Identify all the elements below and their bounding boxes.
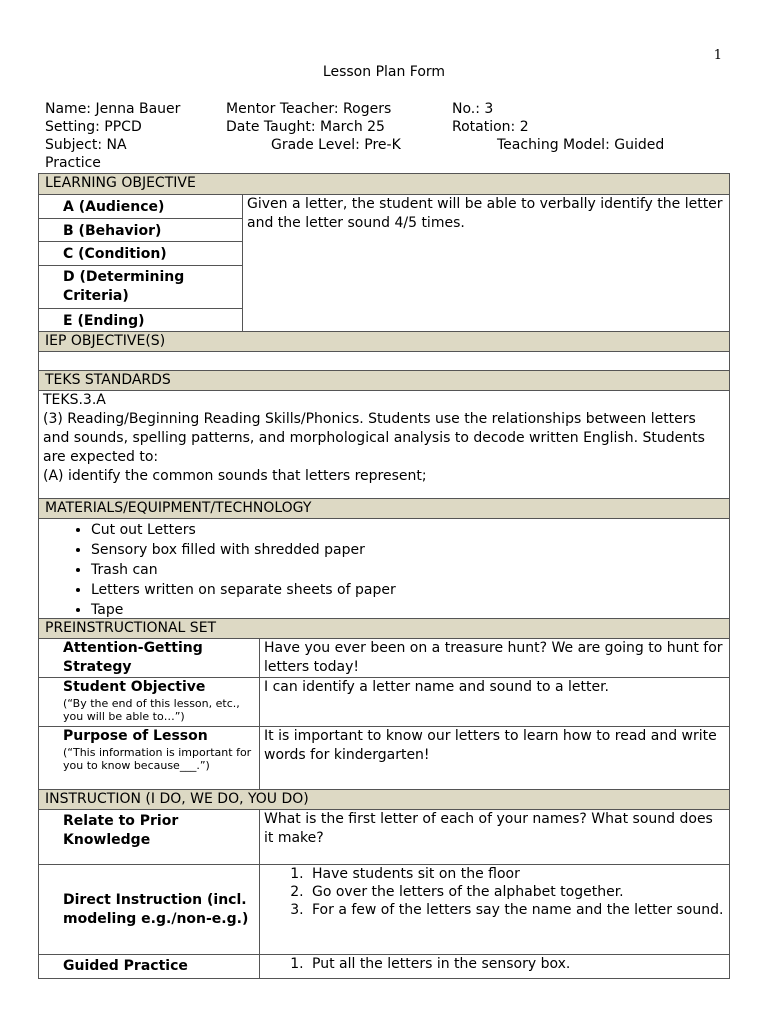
preinstructional-heading: PREINSTRUCTIONAL SET [39, 619, 730, 639]
teks-code: TEKS.3.A [43, 392, 106, 408]
teks-description: (3) Reading/Beginning Reading Skills/Phonics. Students use the relationships between letters and sounds, spelling patterns, and morphological analysis to decode written English. Students are expected to: [43, 411, 705, 465]
header-date: Date Taught: March 25 [226, 119, 385, 135]
teks-expectation: (A) identify the common sounds that letters represent; [43, 468, 427, 484]
materials-heading: MATERIALS/EQUIPMENT/TECHNOLOGY [39, 499, 730, 519]
page-number: 1 [713, 48, 722, 63]
header-setting: Setting: PPCD [45, 119, 142, 135]
label-condition: C (Condition) [39, 242, 243, 266]
list-item: • Trash can [91, 560, 725, 580]
direct-instruction-list [264, 865, 725, 919]
page-title: Lesson Plan Form [322, 64, 446, 80]
list-item: 3. For a few of the letters say the name and the letter sound. [308, 901, 725, 919]
purpose-cell [39, 727, 260, 790]
purpose-text: It is important to know our letters to learn how to read and write words for kindergarten! [260, 727, 730, 790]
header-model-cont: Practice [45, 155, 101, 171]
header-mentor: Mentor Teacher: Rogers [226, 101, 392, 117]
label-determining-criteria: D (Determining Criteria) [39, 266, 243, 309]
prior-knowledge-text: What is the first letter of each of your names? What sound does it make? [260, 810, 730, 865]
label-behavior: B (Behavior) [39, 219, 243, 242]
header-name: Name: Jenna Bauer [45, 101, 181, 117]
materials-list [43, 520, 725, 620]
guided-practice-list [264, 955, 725, 973]
list-item: 1. Put all the letters in the sensory box. [308, 955, 725, 973]
header-rotation: Rotation: 2 [452, 119, 529, 135]
header-subject: Subject: NA [45, 137, 127, 153]
teks-heading: TEKS STANDARDS [39, 371, 730, 391]
instruction-heading: INSTRUCTION (I DO, WE DO, YOU DO) [39, 790, 730, 810]
iep-heading: IEP OBJECTIVE(S) [39, 332, 730, 352]
direct-instruction-label: Direct Instruction (incl. modeling e.g./non-e.g.) [39, 865, 260, 955]
prior-knowledge-label: Relate to Prior Knowledge [39, 810, 260, 865]
label-ending: E (Ending) [39, 309, 243, 332]
guided-practice-label: Guided Practice [39, 955, 260, 979]
guided-practice-content [260, 955, 730, 979]
list-item: • Cut out Letters [91, 520, 725, 540]
header-no: No.: 3 [452, 101, 494, 117]
header-model: Teaching Model: Guided [497, 137, 665, 153]
learning-objective-table [38, 173, 730, 332]
objective-cell [39, 678, 260, 727]
iep-content [39, 352, 730, 371]
label-audience: A (Audience) [39, 195, 243, 219]
attention-text: Have you ever been on a treasure hunt? We are going to hunt for letters today! [260, 639, 730, 678]
purpose-label: Purpose of Lesson [63, 728, 208, 744]
standards-table [38, 331, 730, 621]
direct-instruction-content [260, 865, 730, 955]
learning-objective-text: Given a letter, the student will be able to verbally identify the letter and the letter sound 4/5 times. [243, 195, 730, 332]
list-item: • Sensory box filled with shredded paper [91, 540, 725, 560]
list-item: 2. Go over the letters of the alphabet together. [308, 883, 725, 901]
header-grade: Grade Level: Pre-K [271, 137, 401, 153]
list-item: • Letters written on separate sheets of paper [91, 580, 725, 600]
objective-label: Student Objective [63, 679, 206, 695]
attention-label: Attention-Getting Strategy [39, 639, 260, 678]
instruction-table [38, 618, 730, 979]
list-item: • Tape [91, 600, 725, 620]
objective-note: (“By the end of this lesson, etc., you will be able to…”) [63, 697, 240, 723]
teks-content [39, 391, 730, 499]
objective-text: I can identify a letter name and sound to a letter. [260, 678, 730, 727]
materials-content [39, 519, 730, 621]
list-item: 1. Have students sit on the floor [308, 865, 725, 883]
purpose-note: (“This information is important for you to know because___.”) [63, 746, 252, 772]
learning-objective-heading: LEARNING OBJECTIVE [39, 174, 730, 195]
